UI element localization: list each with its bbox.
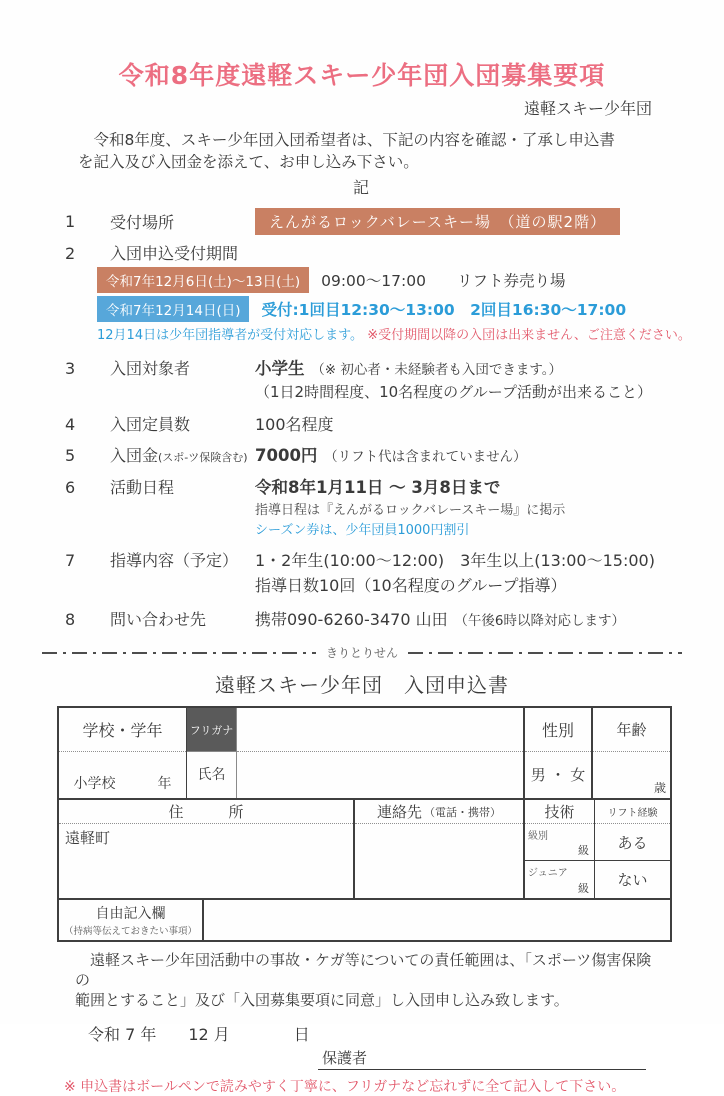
application-form-title: 遠軽スキー少年団 入団申込書 [215, 673, 509, 697]
item-number: 8 [65, 610, 76, 629]
furigana-name-cell [187, 708, 237, 798]
address-value: 遠軽町 [65, 829, 111, 847]
reception-time-2: 受付:1回目12:30～13:00 2回目16:30～17:00 [261, 301, 627, 319]
item-number: 2 [65, 244, 76, 263]
reception-place-highlight: えんがるロックバレースキー場 （道の駅2階） [255, 208, 620, 235]
contact-phone: 携帯090-6260-3470 山田 [255, 610, 448, 629]
lesson-count: 指導日数10回（10名程度のグループ指導） [255, 576, 567, 595]
item-label: 入団定員数 [110, 415, 191, 434]
item-row-1 [65, 208, 724, 235]
item-label: 問い合わせ先 [110, 610, 207, 629]
free-entry-label-cell [59, 900, 204, 940]
reception-note [97, 324, 724, 343]
skill-row2-unit: 級 [578, 882, 589, 895]
lift-label: リフト経験 [595, 800, 670, 824]
cut-line-dashes-right [408, 652, 682, 654]
item-row-4 [65, 412, 724, 435]
item-number: 3 [65, 359, 76, 378]
cut-line-dashes-left [42, 652, 316, 654]
item-label: 入団金 [110, 446, 159, 465]
item-row-7 [65, 548, 724, 571]
item-label: 受付場所 [110, 213, 175, 232]
agreement-line-1: 遠軽スキー少年団活動中の事故・ケガ等についての責任範囲は、「スポーツ傷害保険の [75, 951, 652, 989]
target-note: （※ 初心者・未経験者も入団できます。） [304, 362, 563, 378]
intro-paragraph [78, 129, 646, 173]
date-badge-blue: 令和7年12月14日(日) [97, 296, 249, 322]
lift-option-no: ない [617, 871, 648, 889]
gender-cell [523, 708, 593, 798]
schedule-value: 令和8年1月11日 ～ 3月8日まで [255, 478, 501, 497]
date-badge-salmon: 令和7年12月6日(土)～13日(土) [97, 267, 309, 293]
reception-note-red: ※受付期間以降の入団は出来ません、ご注意ください。 [367, 328, 691, 343]
reception-period-row-2 [97, 296, 724, 322]
cut-line-label: きりとりせん [326, 646, 399, 660]
item-row-6 [65, 474, 724, 498]
contact-entry-field [355, 824, 523, 898]
name-entry-field [237, 708, 523, 798]
skill-row1-label: 級別 [528, 831, 548, 842]
target-value: 小学生 [255, 359, 305, 378]
skill-cell [525, 800, 595, 898]
age-label: 年齢 [593, 708, 670, 752]
skill-row1-unit: 級 [578, 844, 589, 857]
age-cell [593, 708, 670, 798]
fee-value: 7000円 [255, 446, 318, 465]
skill-row-kyubetsu [525, 824, 594, 861]
address-cell [59, 800, 355, 898]
ki-heading: 記 [352, 178, 371, 197]
gender-options: 男 ・ 女 [530, 765, 586, 784]
contact-label: 連絡先 [376, 803, 422, 821]
free-entry-sublabel: （持病等伝えておきたい事項） [63, 926, 197, 937]
reception-note-blue: 12月14日は少年団指導者が受付対応します。 [97, 328, 364, 343]
address-label: 住 所 [59, 800, 353, 824]
cut-line [42, 644, 682, 661]
school-grade-blank: 小学校 年 [73, 776, 172, 792]
reception-time-1: 09:00～17:00 リフト券売り場 [321, 272, 566, 290]
free-entry-field [204, 900, 670, 940]
item-number: 4 [65, 415, 76, 434]
capacity-value: 100名程度 [255, 415, 334, 434]
item-number: 6 [65, 478, 76, 497]
school-grade-cell [59, 708, 187, 798]
item-number: 1 [65, 212, 76, 231]
lift-experience-cell [595, 800, 670, 898]
item-number: 5 [65, 446, 76, 465]
item-row-8 [65, 607, 724, 630]
guardian-signature-line: 保護者 [318, 1047, 646, 1070]
date-line: 令和 7 年 12 月 日 [88, 1025, 310, 1044]
page-title: 令和8年度遠軽スキー少年団入団募集要項 [118, 61, 606, 90]
contact-cell [355, 800, 525, 898]
application-form-table [57, 706, 672, 942]
gender-label: 性別 [525, 708, 591, 752]
skill-label: 技術 [525, 800, 594, 824]
skill-row-junior [525, 861, 594, 898]
item-label: 入団申込受付期間 [110, 244, 239, 263]
contact-note: （午後6時以降対応します） [447, 613, 625, 629]
contact-label-small: （電話・携帯） [424, 805, 501, 819]
target-condition: （1日2時間程度、10名程度のグループ活動が出来ること） [255, 383, 652, 401]
free-entry-label: 自由記入欄 [95, 906, 166, 922]
item-row-3 [65, 355, 724, 379]
reception-period-row-1 [97, 267, 724, 293]
name-label: 氏名 [197, 767, 226, 783]
item-label: 指導内容（予定） [110, 551, 239, 570]
schedule-note-1: 指導日程は『えんがるロックバレースキー場』に掲示 [255, 503, 566, 518]
furigana-label: フリガナ [187, 708, 236, 752]
item-label: 入団対象者 [110, 359, 191, 378]
schedule-note-2: シーズン券は、少年団員1000円割引 [255, 523, 470, 538]
skill-row2-label: ジュニア [528, 868, 568, 879]
agreement-line-2: 範囲とすること」及び「入団募集要項に同意」し入団申し込み致します。 [75, 991, 569, 1009]
item-row-5 [65, 442, 724, 466]
lesson-times: 1・2年生(10:00～12:00) 3年生以上(13:00～15:00) [255, 551, 655, 570]
agreement-paragraph [75, 950, 662, 1010]
fee-label-note: (スポ-ツ保険含む) [158, 451, 248, 464]
item-row-2 [65, 241, 724, 264]
item-number: 7 [65, 551, 76, 570]
fee-note: （リフト代は含まれていません） [317, 449, 527, 465]
lift-option-yes: ある [595, 824, 670, 861]
intro-line-1: 令和8年度、スキー少年団入団希望者は、下記の内容を確認・了承し申込書 [78, 131, 615, 149]
school-grade-label: 学校・学年 [59, 708, 186, 752]
fill-instruction-note: ※ 申込書はボールペンで読みやすく丁寧に、フリガナなど忘れずに全て記入して下さい。 [64, 1079, 626, 1095]
organization-name: 遠軽スキー少年団 [523, 99, 652, 118]
intro-line-2: を記入及び入団金を添えて、お申し込み下さい。 [78, 153, 419, 171]
item-label: 活動日程 [110, 478, 175, 497]
age-unit: 歳 [653, 781, 666, 795]
furigana-entry-field [237, 708, 523, 752]
